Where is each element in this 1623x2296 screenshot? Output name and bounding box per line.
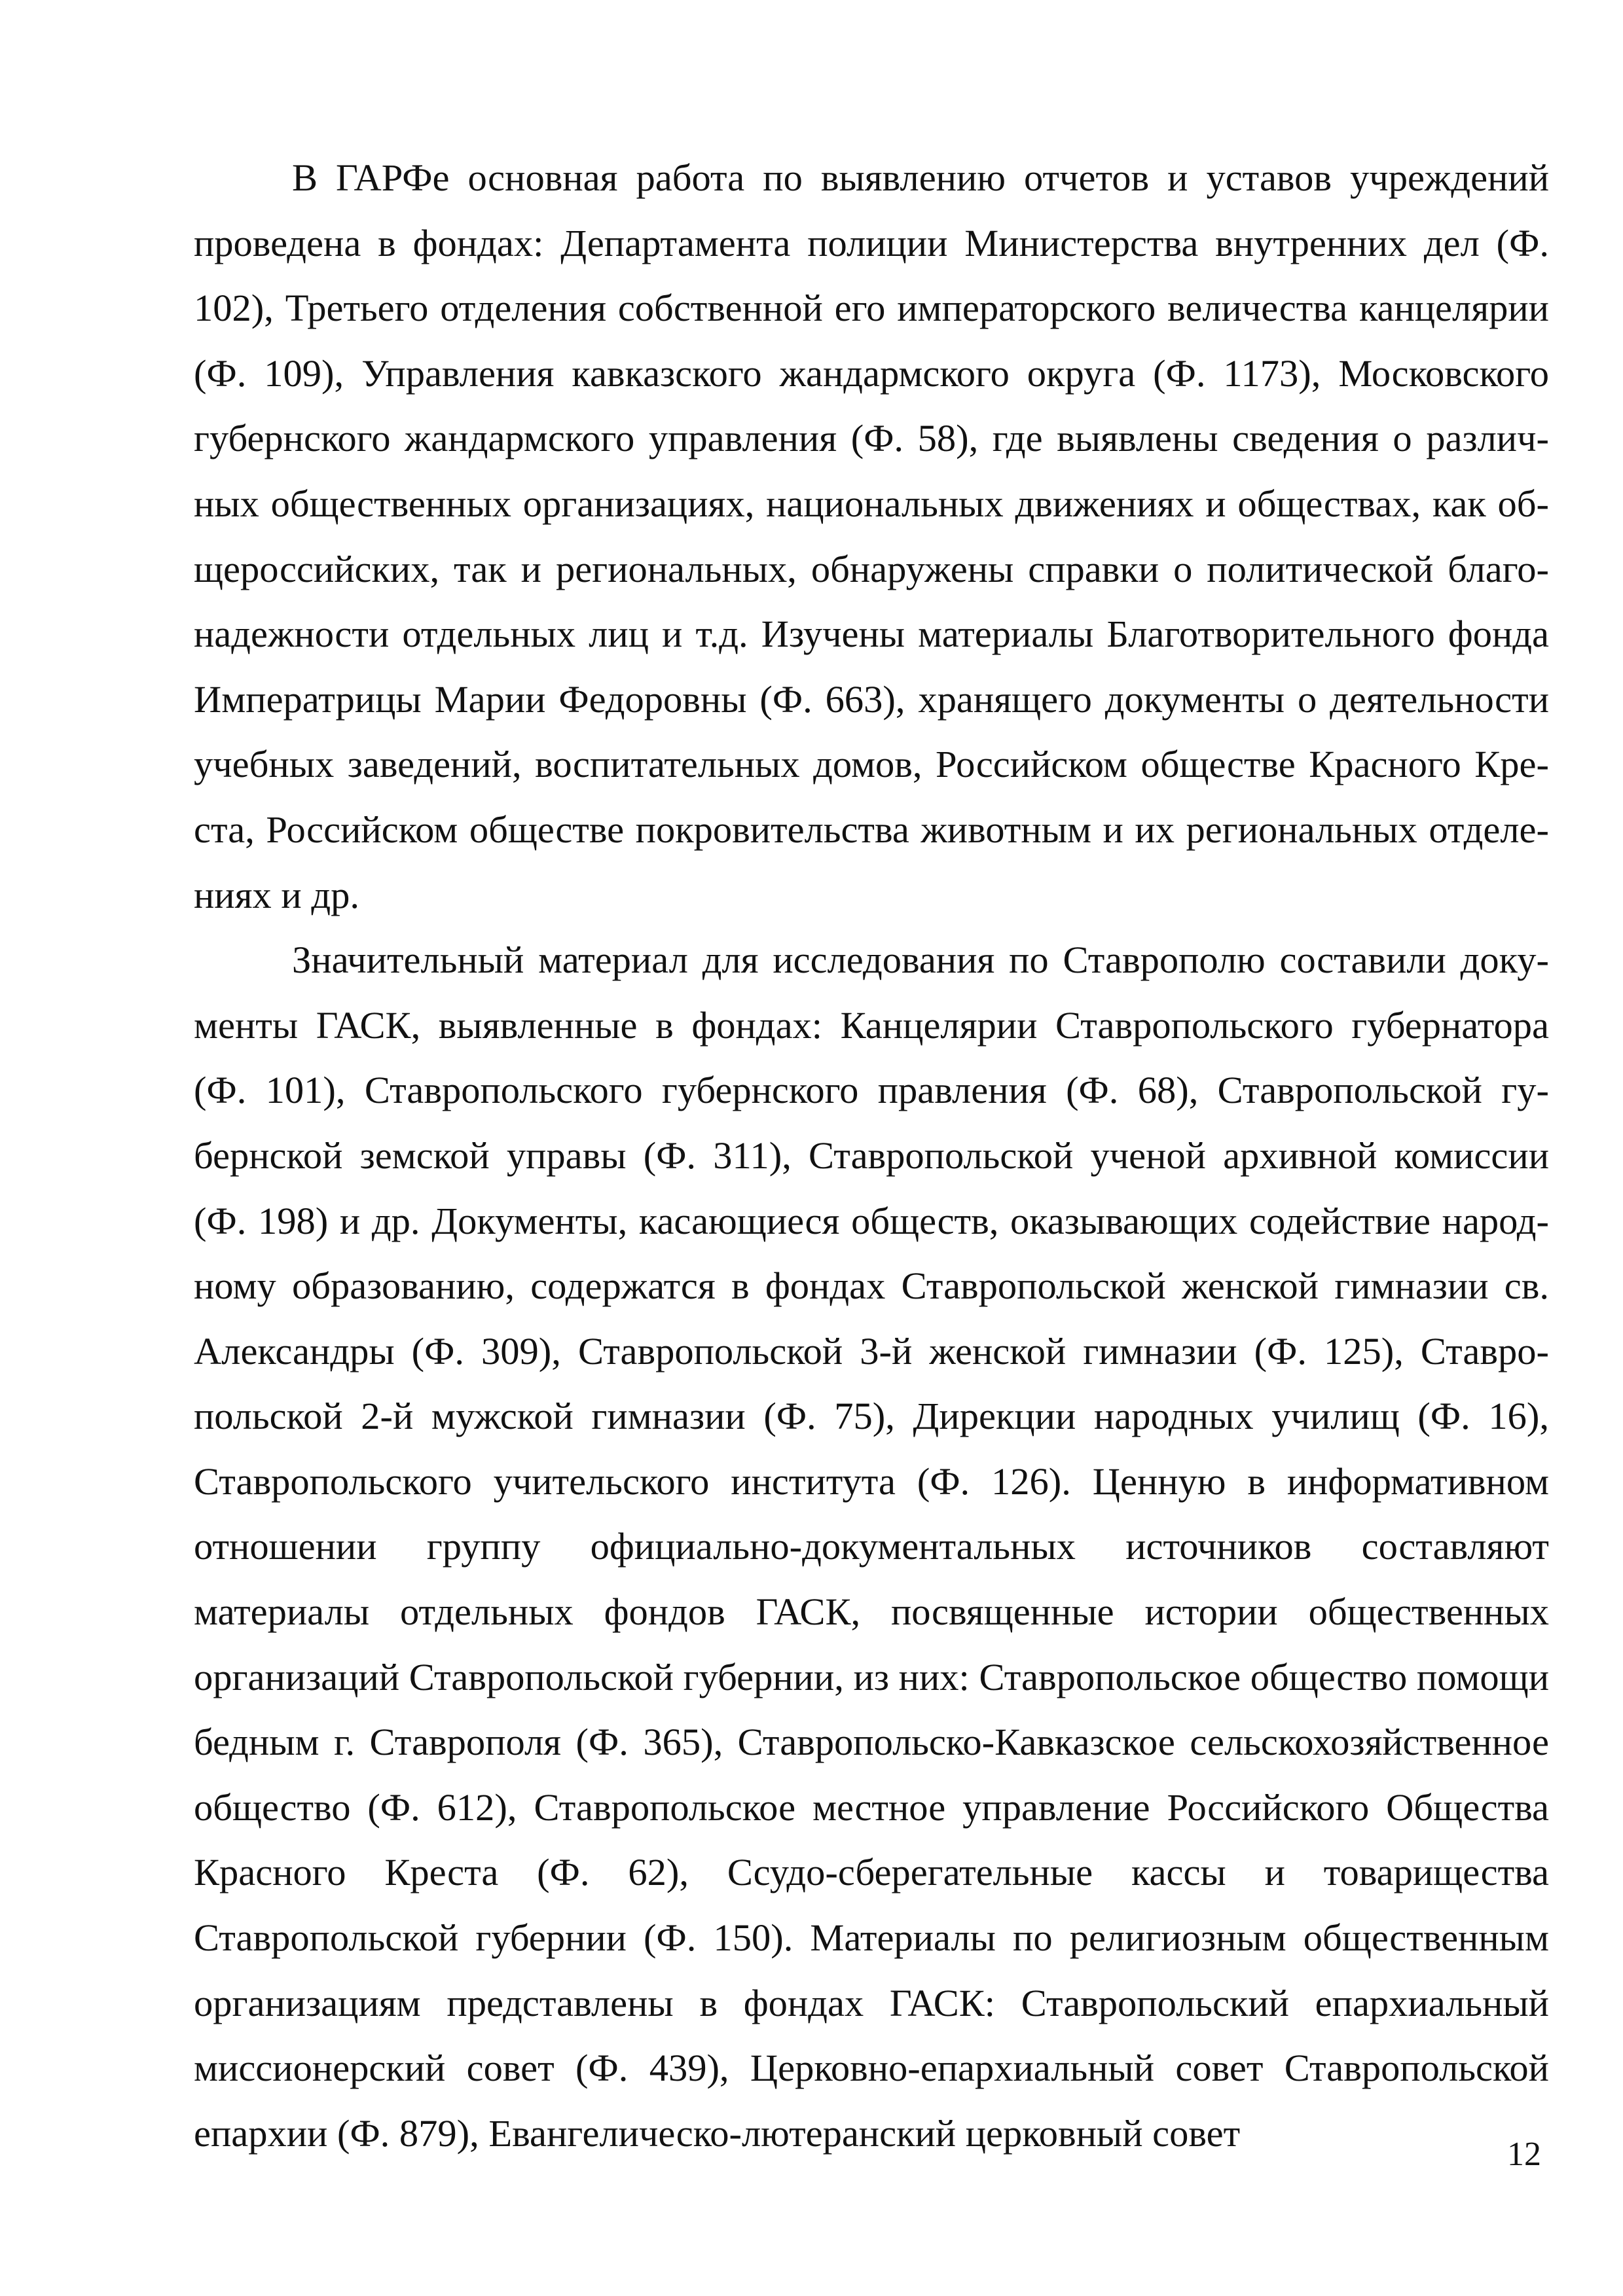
page-number: 12 bbox=[1507, 2136, 1541, 2173]
paragraph-archive-garf: В ГАРФе основная работа по выявлению отчетов и уставов учреждений проведена в фондах: Департамента полиции Министерства внутренних дел (Ф. 102), Третьего отделения собственной его императорского величества канцелярии (Ф. 109), Управления кавказского жандармского округа (Ф. 1173), Московского губернского жандармского управления (Ф. 58), где выявлены сведения о различных общественных организациях, национальных движениях и обществах, как общероссийских, так и региональных, обнаружены справки о политической благонадежности отдельных лиц и т.д. Изучены материалы Благотворительного фонда Императрицы Марии Федоровны (Ф. 663), хранящего документы о деятельности учебных заведений, воспитательных домов, Российском обществе Красного Креста, Российском обществе покровительства животным и их региональных отделениях и др. bbox=[194, 156, 1549, 916]
paragraph-archive-gask: Значительный материал для исследования по Ставрополю составили документы ГАСК, выявленные в фондах: Канцелярии Ставропольского губернатора (Ф. 101), Ставропольского губернского правления (Ф. 68), Ставропольской губернской земской управы (Ф. 311), Ставропольской ученой архивной комиссии (Ф. 198) и др. Документы, касающиеся обществ, оказывающих содействие народному образованию, содержатся в фондах Ставропольской женской гимназии св. Александры (Ф. 309), Ставропольской 3-й женской гимназии (Ф. 125), Ставропольской 2-й мужской гимназии (Ф. 75), Дирекции народных училищ (Ф. 16), Ставропольского учительского института (Ф. 126). Ценную в информативном отношении группу официально-документальных источников составляют материалы отдельных фондов ГАСК, посвященные истории общественных организаций Ставропольской губернии, из них: Ставропольское общество помощи бедным г. Ставрополя (Ф. 365), Ставропольско-Кавказское сельскохозяйственное общество (Ф. 612), Ставропольское местное управление Российского Общества Красного Креста (Ф. 62), Ссудо-сберегательные кассы и товарищества Ставропольской губернии (Ф. 150). Материалы по религиозным общественным организациям представлены в фондах ГАСК: Ставропольский епархиальный миссионерский совет (Ф. 439), Церковно-епархиальный совет Ставропольской епархии (Ф. 879), Евангелическо-лютеранский церковный совет bbox=[194, 939, 1549, 2155]
body-text bbox=[194, 145, 1549, 2166]
